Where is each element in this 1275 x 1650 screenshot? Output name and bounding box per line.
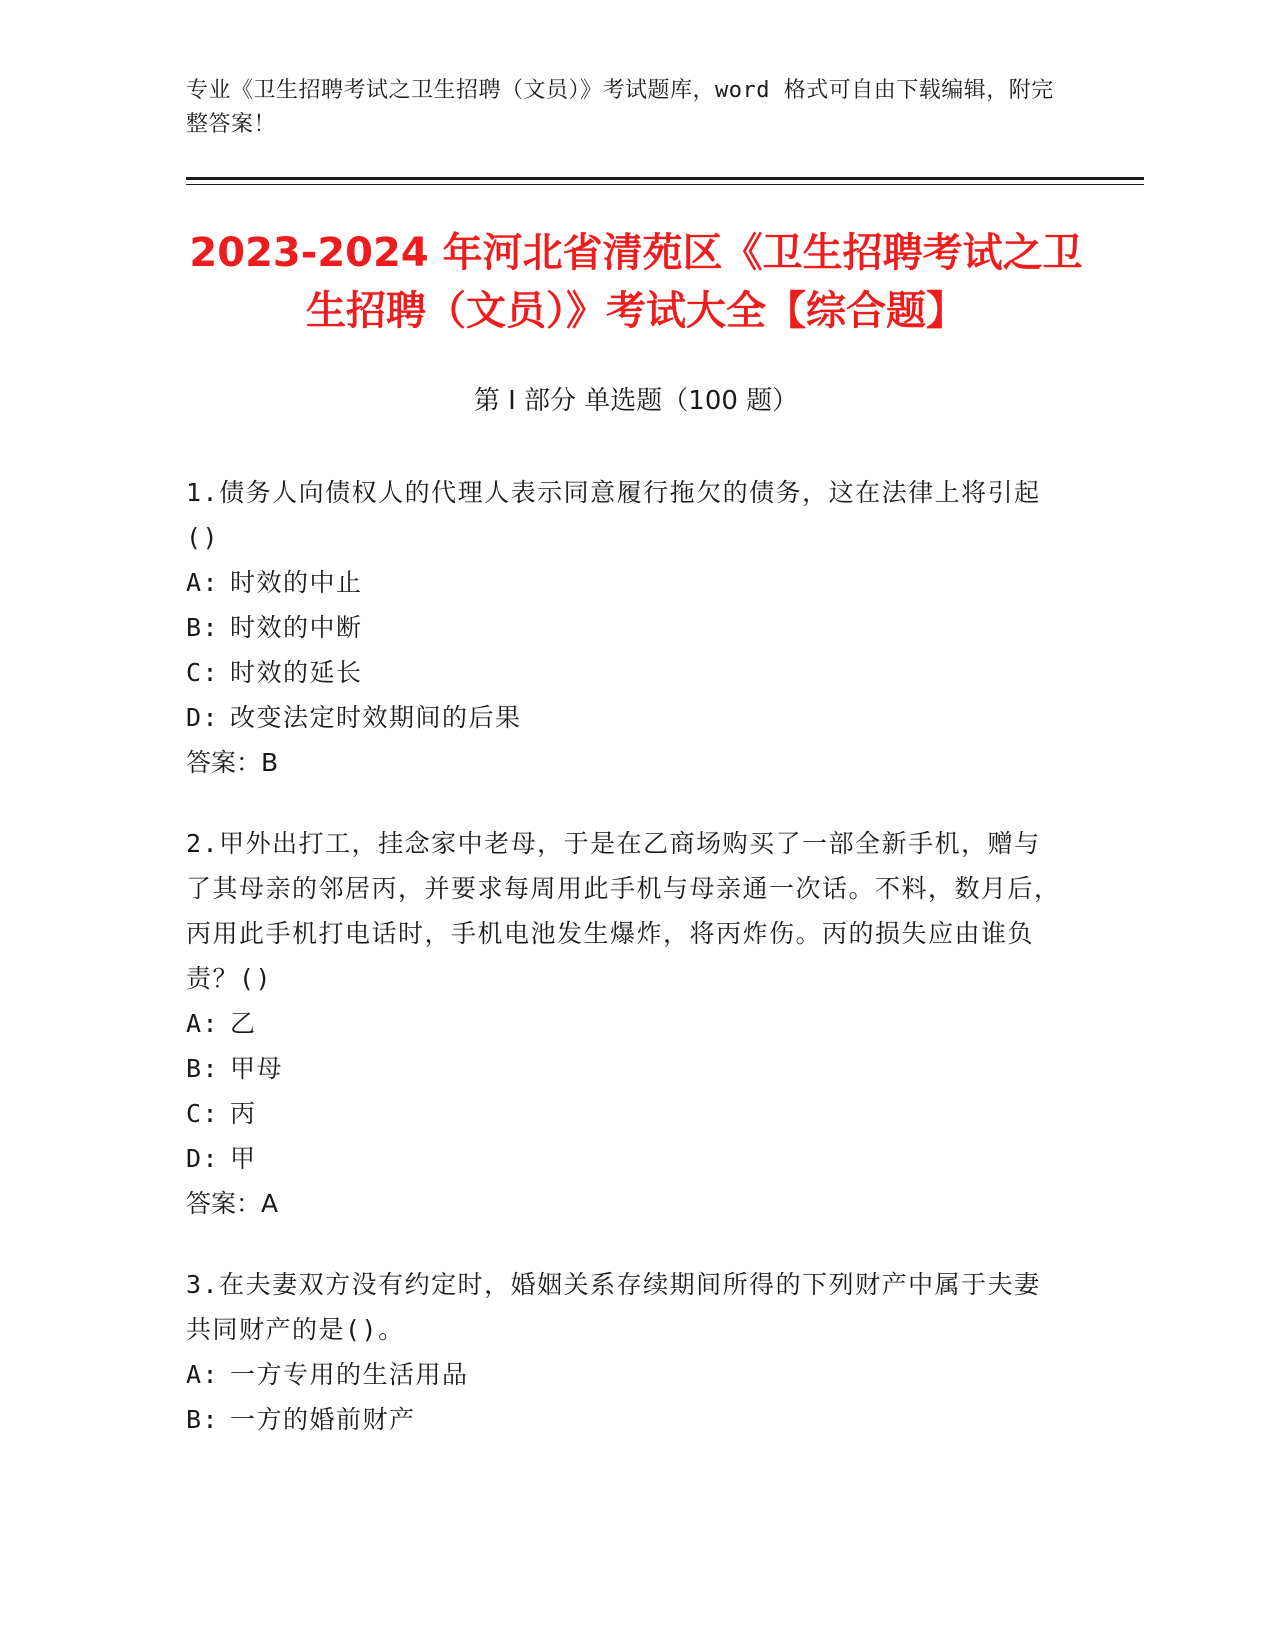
option-text: 时效的中止: [230, 568, 363, 597]
option-text: 乙: [230, 1009, 257, 1038]
option-key: D:: [186, 1144, 220, 1173]
option-key: D:: [186, 703, 220, 732]
option-text: 丙: [230, 1099, 257, 1128]
question-3: [186, 1262, 1066, 1442]
option-key: A:: [186, 1009, 220, 1038]
document-title: 2023-2024 年河北省清苑区《卫生招聘考试之卫生招聘（文员）》考试大全【综合题】: [189, 230, 1083, 334]
option-key: B:: [186, 1405, 220, 1434]
option-text: 改变法定时效期间的后果: [230, 703, 522, 732]
option-key: A:: [186, 1360, 220, 1389]
option-key: B:: [186, 613, 220, 642]
header-divider-thick: [186, 177, 1144, 180]
option-c: [186, 1091, 1066, 1136]
option-b: [186, 1046, 1066, 1091]
option-text: 一方的婚前财产: [230, 1405, 416, 1434]
header-divider-thin: [186, 184, 1144, 185]
option-key: C:: [186, 658, 220, 687]
option-c: [186, 650, 1066, 695]
option-key: B:: [186, 1054, 220, 1083]
answer-line: 答案：B: [186, 748, 279, 777]
question-2: [186, 821, 1066, 1226]
question-stem: 1.债务人向债权人的代理人表示同意履行拖欠的债务，这在法律上将引起(): [186, 478, 1041, 552]
question-stem: 3.在夫妻双方没有约定时，婚姻关系存续期间所得的下列财产中属于夫妻共同财产的是()。: [186, 1270, 1041, 1344]
option-text: 一方专用的生活用品: [230, 1360, 469, 1389]
question-list: [186, 470, 1066, 1478]
option-text: 甲母: [230, 1054, 284, 1083]
option-d: [186, 695, 1066, 740]
header-note: 专业《卫生招聘考试之卫生招聘（文员）》考试题库，word 格式可自由下载编辑，附完整答案！: [186, 78, 1054, 137]
question-1: [186, 470, 1066, 785]
option-key: C:: [186, 1099, 220, 1128]
option-text: 时效的中断: [230, 613, 363, 642]
question-stem: 2.甲外出打工，挂念家中老母，于是在乙商场购买了一部全新手机，赠与了其母亲的邻居丙，并要求每周用此手机与母亲通一次话。不料，数月后，丙用此手机打电话时，手机电池发生爆炸，将丙炸伤。丙的损失应由谁负责？(): [186, 829, 1061, 993]
section-title: 第 I 部分 单选题（100 题）: [473, 386, 799, 416]
answer-line: 答案：A: [186, 1189, 279, 1218]
option-a: [186, 1001, 1066, 1046]
option-key: A:: [186, 568, 220, 597]
option-a: [186, 560, 1066, 605]
option-b: [186, 605, 1066, 650]
option-a: [186, 1352, 1066, 1397]
option-text: 时效的延长: [230, 658, 363, 687]
option-text: 甲: [230, 1144, 257, 1173]
option-b: [186, 1397, 1066, 1442]
option-d: [186, 1136, 1066, 1181]
